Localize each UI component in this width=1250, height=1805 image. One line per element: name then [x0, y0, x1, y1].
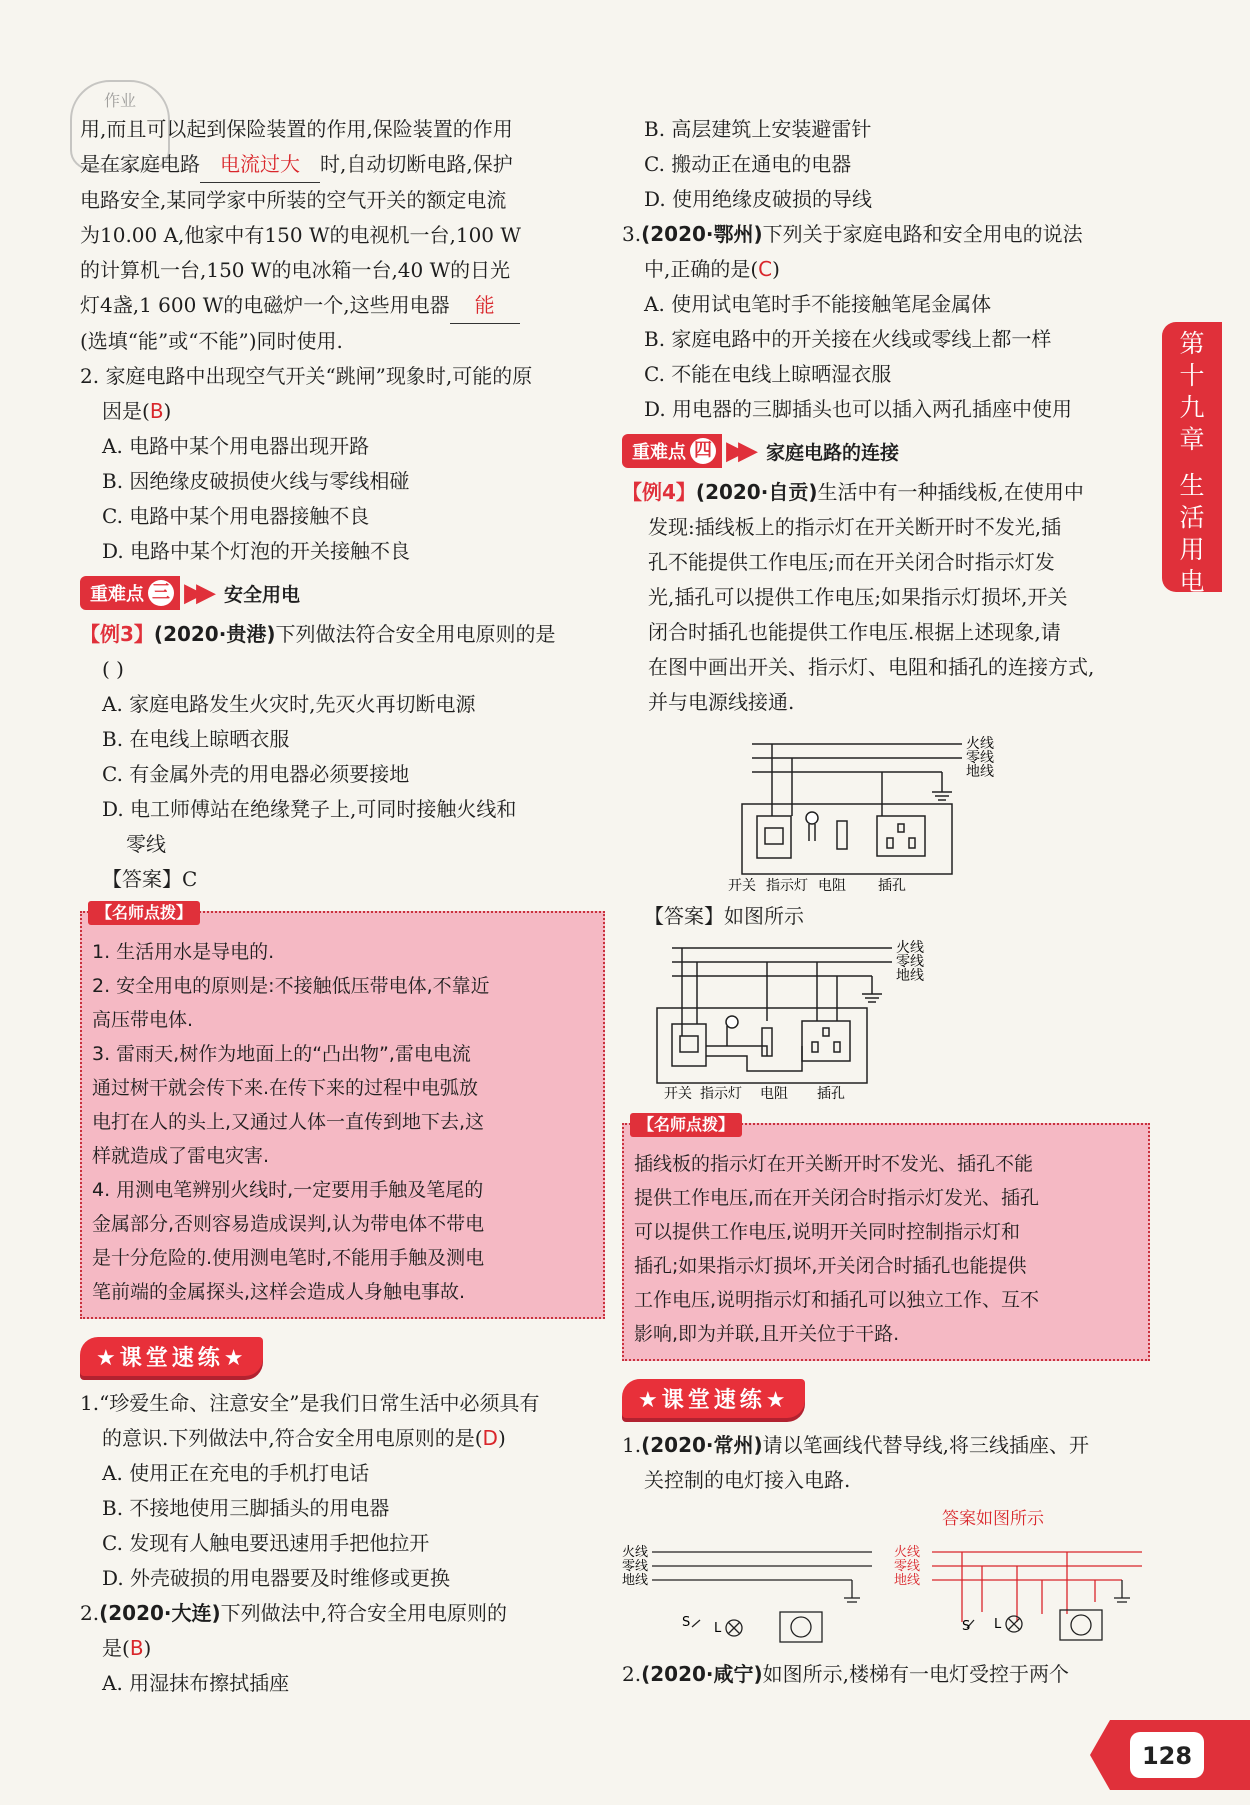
- option: A. 家庭电路发生火灾时,先灭火再切断电源: [102, 692, 476, 716]
- section-heading: [80, 573, 605, 613]
- option: D. 使用绝缘皮破损的导线: [644, 187, 873, 211]
- section-tag: 重难点 三: [80, 576, 180, 610]
- option: C. 发现有人触电要迅速用手把他拉开: [102, 1531, 430, 1555]
- intro-line: 为10.00 A,他家中有150 W的电视机一台,100 W: [80, 223, 521, 247]
- wire-label: 地线: [622, 1573, 649, 1588]
- option: C. 电路中某个用电器接触不良: [102, 504, 370, 528]
- practice-heading: ★课堂速练★: [622, 1379, 805, 1418]
- wire-label: 火线: [622, 1545, 649, 1560]
- answer-blank: 电流过大: [200, 147, 320, 183]
- practice-heading: ★课堂速练★: [80, 1337, 263, 1376]
- circuit-diagram-question: [722, 726, 1022, 891]
- lamp-label: L: [994, 1617, 1002, 1632]
- intro-line: 电路安全,某同学家中所装的空气开关的额定电流: [80, 188, 507, 212]
- intro-line: 用,而且可以起到保险装置的作用,保险装置的作用: [80, 117, 513, 141]
- switch-label: S: [682, 1615, 691, 1630]
- tip-line: 样就造成了雷电灾害.: [92, 1145, 270, 1167]
- tip-line: 插线板的指示灯在开关断开时不发光、插孔不能: [634, 1153, 1034, 1175]
- wire-label: 零线: [966, 750, 994, 766]
- tip-line: 笔前端的金属探头,这样会造成人身触电事故.: [92, 1281, 466, 1303]
- wire-label: 零线: [896, 954, 924, 970]
- option: B. 在电线上晾晒衣服: [102, 727, 290, 751]
- section-title: 安全用电: [224, 583, 301, 606]
- teacher-tip-box: [622, 1115, 1150, 1361]
- teacher-tip-box: [80, 903, 605, 1319]
- part-label: 插孔: [878, 878, 906, 891]
- example-4-line: 发现:插线板上的指示灯在开关断开时不发光,插: [648, 515, 1062, 539]
- tip-label: 【名师点拨】: [88, 901, 200, 925]
- section-title: 家庭电路的连接: [766, 441, 900, 464]
- practice-circuit-diagrams: [622, 1502, 1142, 1657]
- tip-line: 插孔;如果指示灯损坏,开关闭合时插孔也能提供: [634, 1255, 1027, 1277]
- example-4-line: 光,插孔可以提供工作电压;如果指示灯损坏,开关: [648, 585, 1068, 609]
- wire-label: 地线: [966, 764, 994, 780]
- answer-blank: 能: [450, 288, 520, 324]
- part-label: 指示灯: [700, 1086, 742, 1101]
- option: C. 有金属外壳的用电器必须要接地: [102, 762, 410, 786]
- lamp-label: L: [714, 1621, 722, 1636]
- page-number-badge: [1090, 1720, 1250, 1790]
- practice-1: 1.“珍爱生命、注意安全”是我们日常生活中必须具有: [80, 1391, 540, 1415]
- tip-line: 1. 生活用水是导电的.: [92, 941, 275, 963]
- section-tag: 重难点 四: [622, 434, 722, 468]
- tip-line: 金属部分,否则容易造成误判,认为带电体不带电: [92, 1213, 485, 1235]
- wire-label: 地线: [894, 1573, 921, 1588]
- wire-label: 地线: [896, 968, 924, 984]
- option: A. 使用正在充电的手机打电话: [102, 1461, 370, 1485]
- tip-line: 是十分危险的.使用测电笔时,不能用手触及测电: [92, 1247, 485, 1269]
- example-3: 【例3】(2020·贵港)下列做法符合安全用电原则的是: [80, 622, 556, 646]
- example-4: 【例4】(2020·自贡)生活中有一种插线板,在使用中: [622, 480, 1084, 504]
- tip-line: 2. 安全用电的原则是:不接触低压带电体,不靠近: [92, 975, 490, 997]
- practice-2: 2.(2020·大连)下列做法中,符合安全用电原则的: [80, 1601, 507, 1625]
- part-label: 插孔: [817, 1086, 845, 1101]
- part-label: 电阻: [760, 1086, 788, 1101]
- part-label: 开关: [728, 878, 756, 891]
- switch-label: S: [962, 1619, 971, 1634]
- practice-1-line: 的意识.下列做法中,符合安全用电原则的是(D): [102, 1426, 506, 1450]
- question-2-line: 因是(B): [102, 399, 172, 423]
- practice-1-line: 关控制的电灯接入电路.: [644, 1468, 851, 1492]
- option: B. 高层建筑上安装避雷针: [644, 117, 872, 141]
- tip-line: 影响,即为并联,且开关位于干路.: [634, 1323, 900, 1345]
- option: B. 因绝缘皮破损使火线与零线相碰: [102, 469, 410, 493]
- option: A. 使用试电笔时手不能接触笔尾金属体: [644, 292, 992, 316]
- intro-line: 的计算机一台,150 W的电冰箱一台,40 W的日光: [80, 258, 511, 282]
- page-number: 128: [1141, 1742, 1193, 1770]
- left-column: [80, 112, 605, 1701]
- double-arrow-icon: ▶▶: [184, 578, 208, 608]
- tip-line: 提供工作电压,而在开关闭合时指示灯发光、插孔: [634, 1187, 1040, 1209]
- tip-line: 可以提供工作电压,说明开关同时控制指示灯和: [634, 1221, 1021, 1243]
- question-3: 3.(2020·鄂州)下列关于家庭电路和安全用电的说法: [622, 222, 1083, 246]
- tip-line: 3. 雷雨天,树作为地面上的“凸出物”,雷电电流: [92, 1043, 471, 1065]
- example-4-line: 在图中画出开关、指示灯、电阻和插孔的连接方式,: [648, 655, 1095, 679]
- chapter-side-tab: 第 十 九 章 生 活 用 电: [1162, 322, 1222, 592]
- option: C. 搬动正在通电的电器: [644, 152, 852, 176]
- circuit-diagram-answer: [652, 936, 952, 1101]
- part-label: 电阻: [818, 878, 846, 891]
- option: D. 外壳破损的用电器要及时维修或更换: [102, 1566, 451, 1590]
- practice-2-line: 是(B): [102, 1636, 152, 1660]
- option: B. 家庭电路中的开关接在火线或零线上都一样: [644, 327, 1052, 351]
- option-cont: 零线: [126, 832, 166, 856]
- example-4-line: 闭合时插孔也能提供工作电压.根据上述现象,请: [648, 620, 1061, 644]
- wire-label: 零线: [622, 1559, 649, 1574]
- wire-label: 火线: [966, 736, 994, 752]
- part-label: 指示灯: [766, 878, 808, 891]
- answer-note: 答案如图所示: [942, 1509, 1044, 1529]
- question-2: 2. 家庭电路中出现空气开关“跳闸”现象时,可能的原: [80, 364, 533, 388]
- tip-line: 通过树干就会传下来.在传下来的过程中电弧放: [92, 1077, 479, 1099]
- section-heading: [622, 431, 1150, 471]
- tip-label: 【名师点拨】: [630, 1113, 742, 1137]
- tip-line: 电打在人的头上,又通过人体一直传到地下去,这: [92, 1111, 485, 1133]
- option: B. 不接地使用三脚插头的用电器: [102, 1496, 390, 1520]
- tip-line: 4. 用测电笔辨别火线时,一定要用手触及笔尾的: [92, 1179, 484, 1201]
- option: C. 不能在电线上晾晒湿衣服: [644, 362, 892, 386]
- wire-label: 火线: [896, 940, 924, 956]
- wire-label: 零线: [894, 1559, 921, 1574]
- option: D. 用电器的三脚插头也可以插入两孔插座中使用: [644, 397, 1073, 421]
- right-column: [622, 112, 1150, 1692]
- example-4-answer: 【答案】如图所示: [644, 904, 804, 928]
- option: D. 电路中某个灯泡的开关接触不良: [102, 539, 411, 563]
- example-3-paren: ( ): [102, 657, 124, 681]
- intro-line: 是在家庭电路 电流过大 时,自动切断电路,保护: [80, 147, 605, 183]
- question-3-line: 中,正确的是(C): [644, 257, 780, 281]
- example-3-answer: 【答案】C: [102, 867, 198, 891]
- example-4-line: 并与电源线接通.: [648, 690, 795, 714]
- practice-2: 2.(2020·咸宁)如图所示,楼梯有一电灯受控于两个: [622, 1662, 1069, 1686]
- part-label: 开关: [664, 1086, 692, 1101]
- practice-1: 1.(2020·常州)请以笔画线代替导线,将三线插座、开: [622, 1433, 1089, 1457]
- tip-line: 高压带电体.: [92, 1009, 194, 1031]
- intro-line: 灯4盏,1 600 W的电磁炉一个,这些用电器 能: [80, 288, 605, 324]
- example-4-line: 孔不能提供工作电压;而在开关闭合时指示灯发: [648, 550, 1055, 574]
- option: D. 电工师傅站在绝缘凳子上,可同时接触火线和: [102, 797, 517, 821]
- double-arrow-icon: ▶▶: [726, 436, 750, 466]
- option: A. 电路中某个用电器出现开路: [102, 434, 370, 458]
- wire-label: 火线: [894, 1545, 921, 1560]
- option: A. 用湿抹布擦拭插座: [102, 1671, 290, 1695]
- intro-line: (选填“能”或“不能”)同时使用.: [80, 329, 343, 353]
- tip-line: 工作电压,说明指示灯和插孔可以独立工作、互不: [634, 1289, 1040, 1311]
- homework-stamp: 作业: [70, 80, 170, 170]
